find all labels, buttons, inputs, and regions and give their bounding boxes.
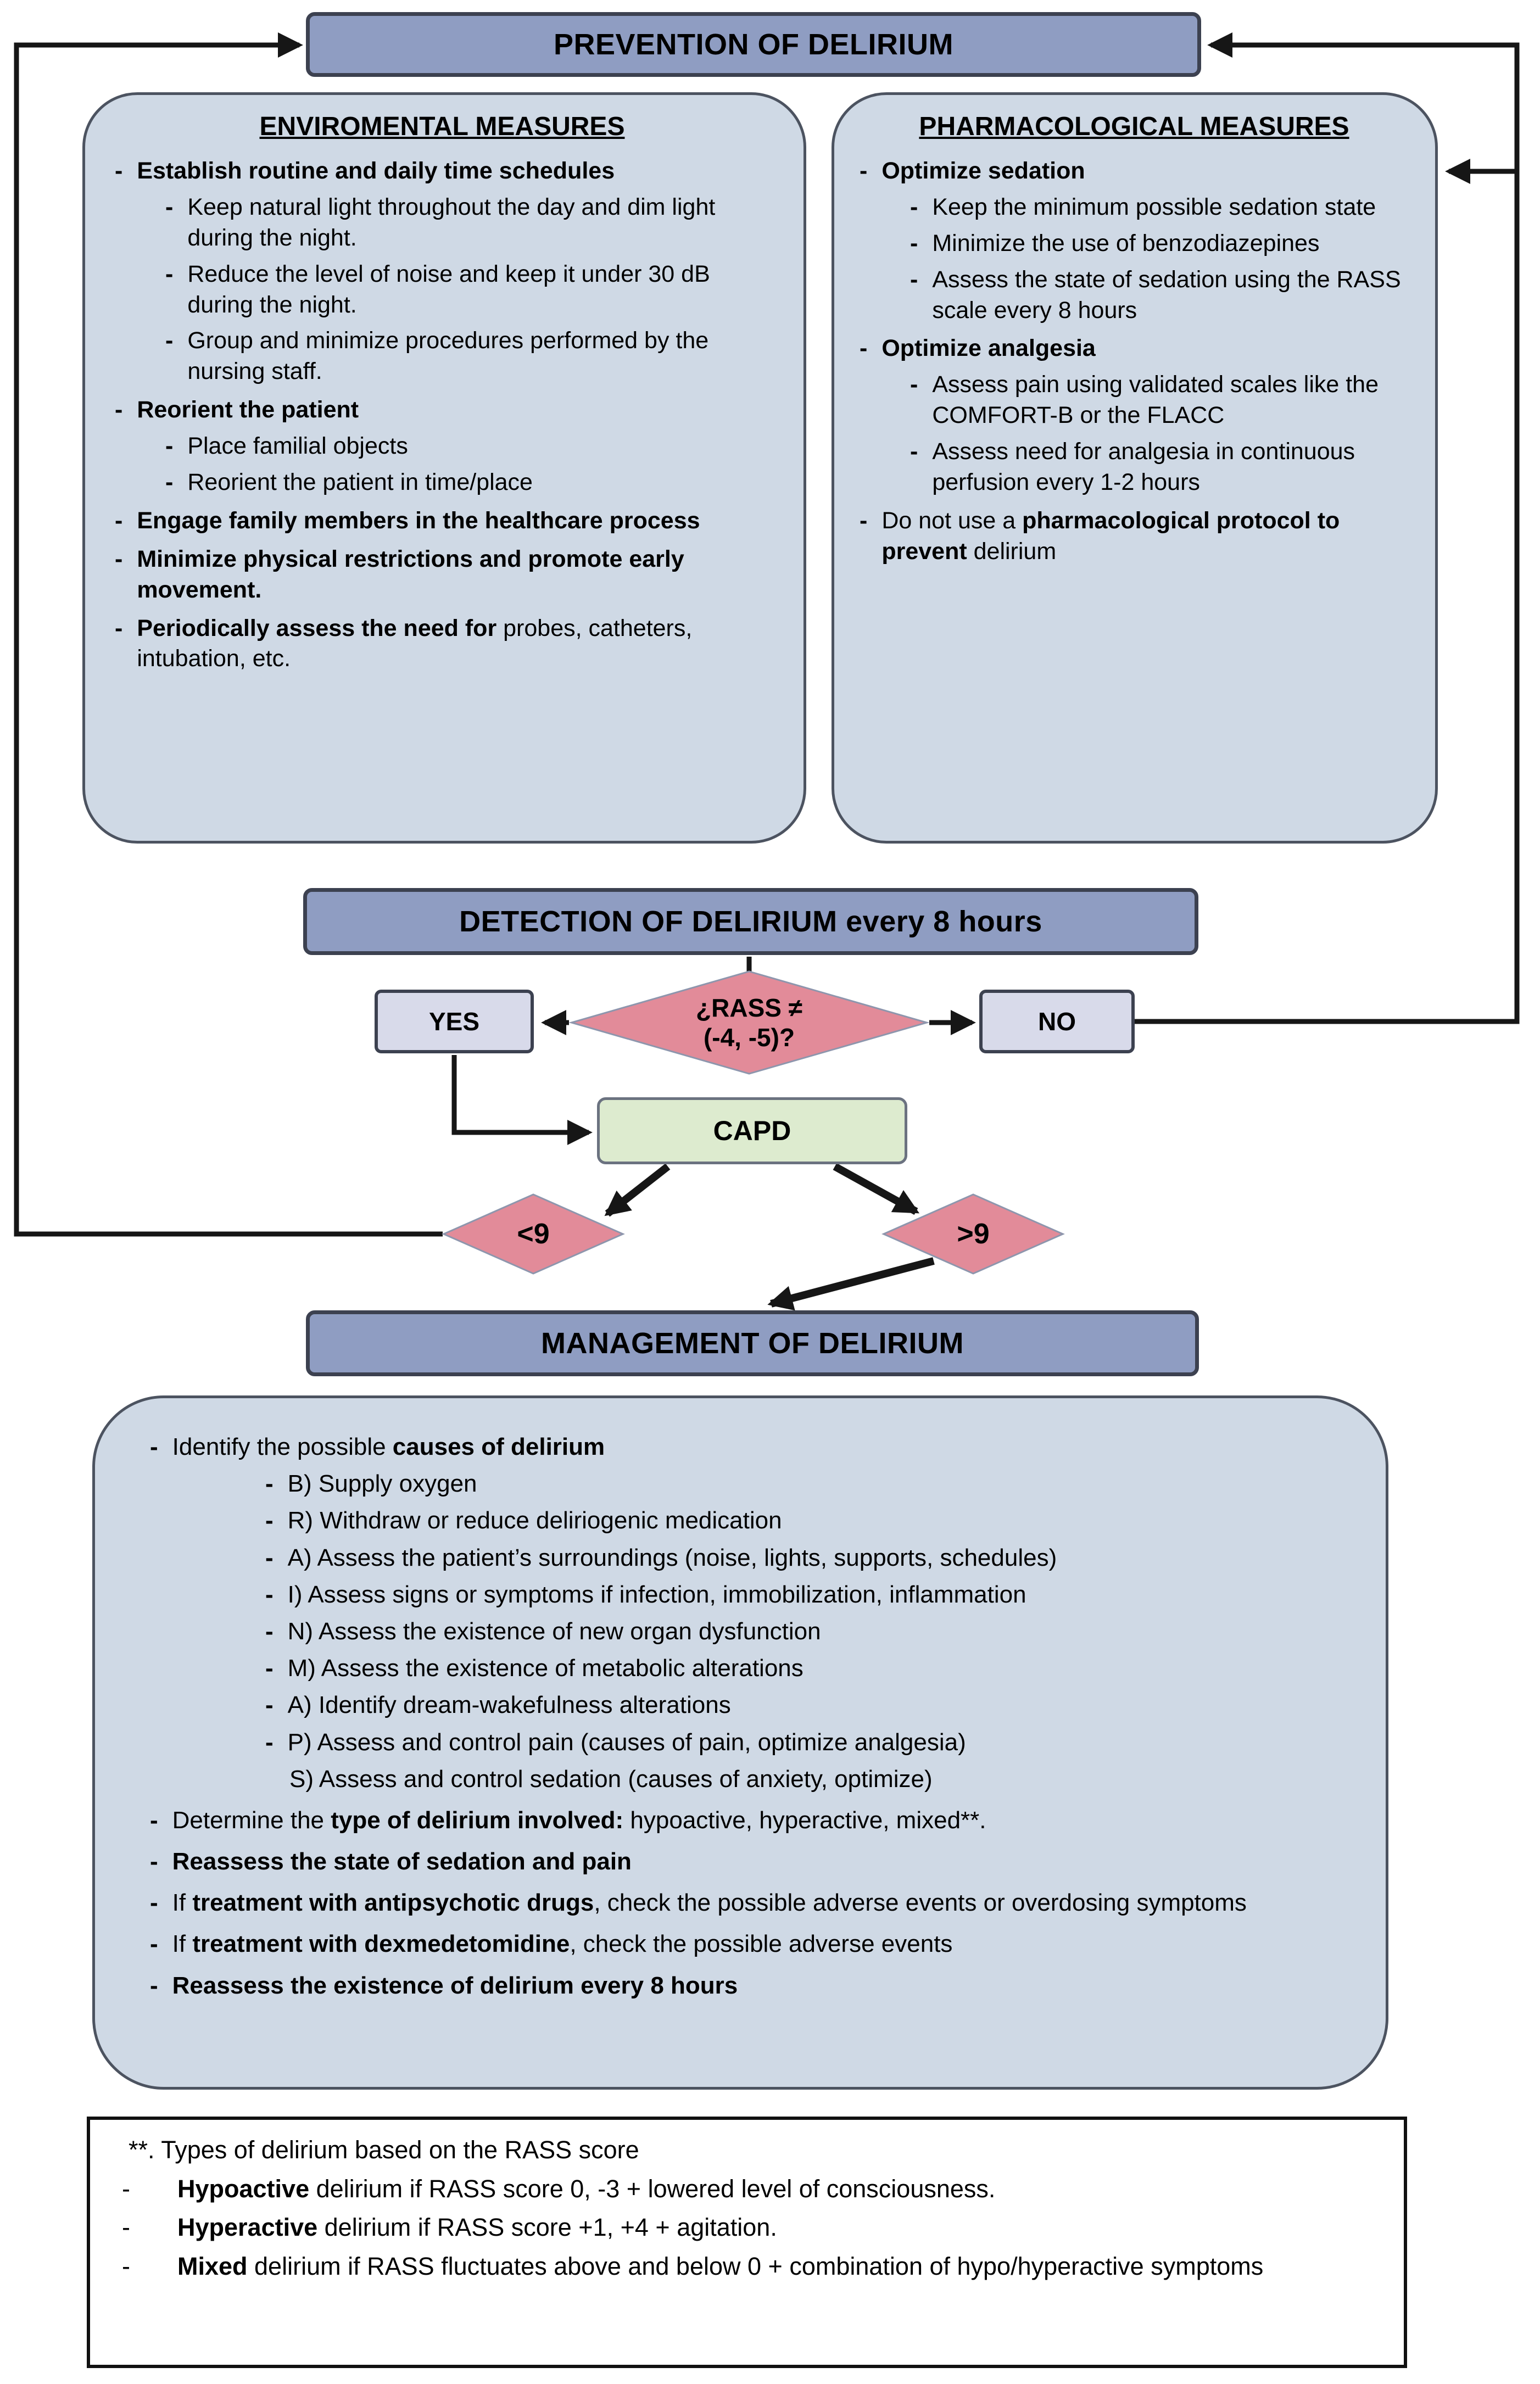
item-text: Do not use a pharmacological protocol to prevent delirium bbox=[881, 507, 1340, 565]
yes-node bbox=[375, 990, 534, 1053]
pharmacological-panel bbox=[832, 92, 1438, 844]
item-text: Engage family members in the healthcare process bbox=[137, 507, 700, 534]
item-text: Mixed delirium if RASS fluctuates above and below 0 + combination of hypo/hyperactive symptoms bbox=[177, 2252, 1264, 2280]
detection-title: DETECTION OF DELIRIUM every 8 hours bbox=[459, 905, 1042, 938]
detection-header bbox=[303, 888, 1198, 955]
management-panel bbox=[92, 1395, 1388, 2090]
list-item bbox=[165, 467, 779, 498]
dash-bullet: - bbox=[910, 230, 918, 256]
dash-bullet: - bbox=[150, 1433, 158, 1460]
score-gt9-label: >9 bbox=[957, 1218, 990, 1250]
dash-bullet: - bbox=[265, 1728, 274, 1756]
list-item bbox=[150, 1846, 1353, 1877]
dash-bullet: - bbox=[265, 1507, 274, 1534]
list-item bbox=[265, 1468, 1353, 1499]
list-item bbox=[150, 1928, 1353, 1959]
dash-bullet: - bbox=[115, 507, 123, 534]
item-text: A) Identify dream-wakefulness alterations bbox=[287, 1691, 731, 1719]
dash-bullet: - bbox=[860, 507, 868, 534]
list-item bbox=[265, 1542, 1353, 1573]
item-text: Assess pain using validated scales like the COMFORT-B or the FLACC bbox=[932, 371, 1379, 429]
dash-bullet: - bbox=[165, 260, 174, 287]
dash-bullet: - bbox=[165, 327, 174, 354]
management-title: MANAGEMENT OF DELIRIUM bbox=[541, 1327, 964, 1360]
dash-bullet: - bbox=[265, 1581, 274, 1608]
item-text: Optimize sedation bbox=[881, 158, 1085, 184]
item-text: Reorient the patient in time/place bbox=[187, 469, 533, 496]
item-text: Identify the possible causes of delirium bbox=[172, 1433, 605, 1460]
item-text: Keep natural light throughout the day and dim light during the night. bbox=[187, 193, 716, 251]
pharmacological-heading: PHARMACOLOGICAL MEASURES bbox=[919, 112, 1349, 141]
list-item bbox=[165, 259, 779, 321]
prevention-header bbox=[306, 12, 1201, 77]
dash-bullet: - bbox=[122, 2174, 130, 2203]
dash-bullet: - bbox=[165, 193, 174, 220]
item-text: I) Assess signs or symptoms if infection, immobilization, inflammation bbox=[287, 1581, 1026, 1608]
score-lt9-diamond bbox=[440, 1193, 627, 1275]
management-header bbox=[306, 1310, 1199, 1376]
list-item bbox=[910, 228, 1419, 259]
item-text: If treatment with dexmedetomidine, check the possible adverse events bbox=[172, 1930, 953, 1958]
item-text: Assess need for analgesia in continuous perfusion every 1-2 hours bbox=[932, 438, 1355, 496]
dash-bullet: - bbox=[150, 1930, 158, 1958]
dash-bullet: - bbox=[910, 371, 918, 398]
item-text: S) Assess and control sedation (causes of anxiety, optimize) bbox=[289, 1765, 933, 1793]
dash-bullet: - bbox=[122, 2213, 130, 2241]
dash-bullet: - bbox=[265, 1691, 274, 1719]
item-text: Assess the state of sedation using the RASS scale every 8 hours bbox=[932, 266, 1401, 323]
item-text: Minimize physical restrictions and promote early movement. bbox=[137, 545, 684, 603]
list-item bbox=[265, 1579, 1353, 1610]
dash-bullet: - bbox=[165, 433, 174, 460]
item-text: Reassess the existence of delirium every 8 hours bbox=[172, 1972, 738, 1999]
yes-label: YES bbox=[428, 1007, 480, 1036]
item-text: N) Assess the existence of new organ dysfunction bbox=[287, 1617, 821, 1645]
list-item bbox=[115, 544, 779, 606]
dash-bullet: - bbox=[265, 1544, 274, 1571]
footnote-box bbox=[87, 2117, 1407, 2368]
dash-bullet: - bbox=[150, 1806, 158, 1834]
list-item bbox=[150, 1970, 1353, 2001]
list-item bbox=[122, 2251, 1376, 2283]
item-text: M) Assess the existence of metabolic alterations bbox=[287, 1655, 804, 1682]
item-text: Minimize the use of benzodiazepines bbox=[932, 230, 1320, 256]
dash-bullet: - bbox=[115, 158, 123, 184]
item-text: Reduce the level of noise and keep it under 30 dB during the night. bbox=[187, 260, 710, 318]
item-text: Establish routine and daily time schedules bbox=[137, 158, 615, 184]
item-text: Reorient the patient bbox=[137, 397, 359, 423]
item-text: Determine the type of delirium involved: hypoactive, hyperactive, mixed**. bbox=[172, 1806, 986, 1834]
list-item bbox=[115, 395, 779, 426]
dash-bullet: - bbox=[265, 1470, 274, 1498]
dash-bullet: - bbox=[150, 1972, 158, 1999]
list-item bbox=[122, 2173, 1376, 2206]
rass-decision-diamond bbox=[568, 970, 930, 1075]
capd-label: CAPD bbox=[713, 1115, 791, 1146]
list-item bbox=[265, 1689, 1353, 1721]
dash-bullet: - bbox=[150, 1848, 158, 1875]
prevention-title: PREVENTION OF DELIRIUM bbox=[553, 28, 954, 61]
dash-bullet: - bbox=[265, 1617, 274, 1645]
dash-bullet: - bbox=[115, 615, 123, 641]
list-item bbox=[265, 1652, 1353, 1684]
list-item bbox=[910, 192, 1419, 223]
list-item bbox=[150, 1431, 1353, 1462]
dash-bullet: - bbox=[910, 193, 918, 220]
item-text: Periodically assess the need for probes, catheters, intubation, etc. bbox=[137, 615, 693, 672]
item-text: Place familial objects bbox=[187, 433, 408, 460]
list-item bbox=[860, 506, 1419, 567]
no-node bbox=[979, 990, 1135, 1053]
item-text: Hypoactive delirium if RASS score 0, -3 + lowered level of consciousness. bbox=[177, 2174, 996, 2203]
score-gt9-diamond bbox=[880, 1193, 1067, 1275]
list-item bbox=[265, 1505, 1353, 1536]
dash-bullet: - bbox=[265, 1655, 274, 1682]
list-item bbox=[122, 2212, 1376, 2244]
item-text: P) Assess and control pain (causes of pain, optimize analgesia) bbox=[287, 1728, 966, 1756]
dash-bullet: - bbox=[860, 335, 868, 362]
dash-bullet: - bbox=[860, 158, 868, 184]
rass-decision-label: ¿RASS ≠ (-4, -5)? bbox=[696, 993, 802, 1052]
dash-bullet: - bbox=[165, 469, 174, 496]
list-item bbox=[165, 326, 779, 387]
item-text: If treatment with antipsychotic drugs, check the possible adverse events or overdosing symptoms bbox=[172, 1889, 1247, 1917]
list-item bbox=[150, 1805, 1353, 1836]
list-item bbox=[265, 1763, 1353, 1795]
footnote-heading: **. Types of delirium based on the RASS score bbox=[129, 2136, 639, 2164]
list-item bbox=[115, 506, 779, 537]
dash-bullet: - bbox=[115, 397, 123, 423]
list-item bbox=[910, 265, 1419, 326]
dash-bullet: - bbox=[115, 545, 123, 572]
item-text: Reassess the state of sedation and pain bbox=[172, 1848, 632, 1875]
environmental-panel bbox=[82, 92, 806, 844]
list-item bbox=[165, 192, 779, 254]
list-item bbox=[115, 156, 779, 187]
list-item bbox=[910, 437, 1419, 498]
list-item bbox=[265, 1616, 1353, 1647]
item-text: Optimize analgesia bbox=[881, 335, 1096, 362]
item-text: A) Assess the patient’s surroundings (noise, lights, supports, schedules) bbox=[287, 1544, 1057, 1571]
item-text: Keep the minimum possible sedation state bbox=[932, 193, 1376, 220]
item-text: B) Supply oxygen bbox=[287, 1470, 477, 1498]
capd-node bbox=[597, 1097, 907, 1164]
dash-bullet: - bbox=[150, 1889, 158, 1917]
dash-bullet: - bbox=[910, 266, 918, 293]
list-item bbox=[910, 370, 1419, 431]
list-item bbox=[265, 1727, 1353, 1758]
item-text: Group and minimize procedures performed by the nursing staff. bbox=[187, 327, 709, 385]
list-item bbox=[150, 1887, 1353, 1918]
list-item bbox=[860, 156, 1419, 187]
dash-bullet: - bbox=[122, 2252, 130, 2280]
dash-bullet: - bbox=[910, 438, 918, 465]
list-item bbox=[115, 613, 779, 675]
list-item bbox=[165, 431, 779, 462]
item-text: Hyperactive delirium if RASS score +1, +4 + agitation. bbox=[177, 2213, 777, 2241]
item-text: R) Withdraw or reduce deliriogenic medication bbox=[287, 1507, 782, 1534]
list-item bbox=[860, 333, 1419, 364]
environmental-heading: ENVIROMENTAL MEASURES bbox=[259, 112, 625, 141]
score-lt9-label: <9 bbox=[517, 1218, 550, 1250]
no-label: NO bbox=[1038, 1007, 1076, 1036]
